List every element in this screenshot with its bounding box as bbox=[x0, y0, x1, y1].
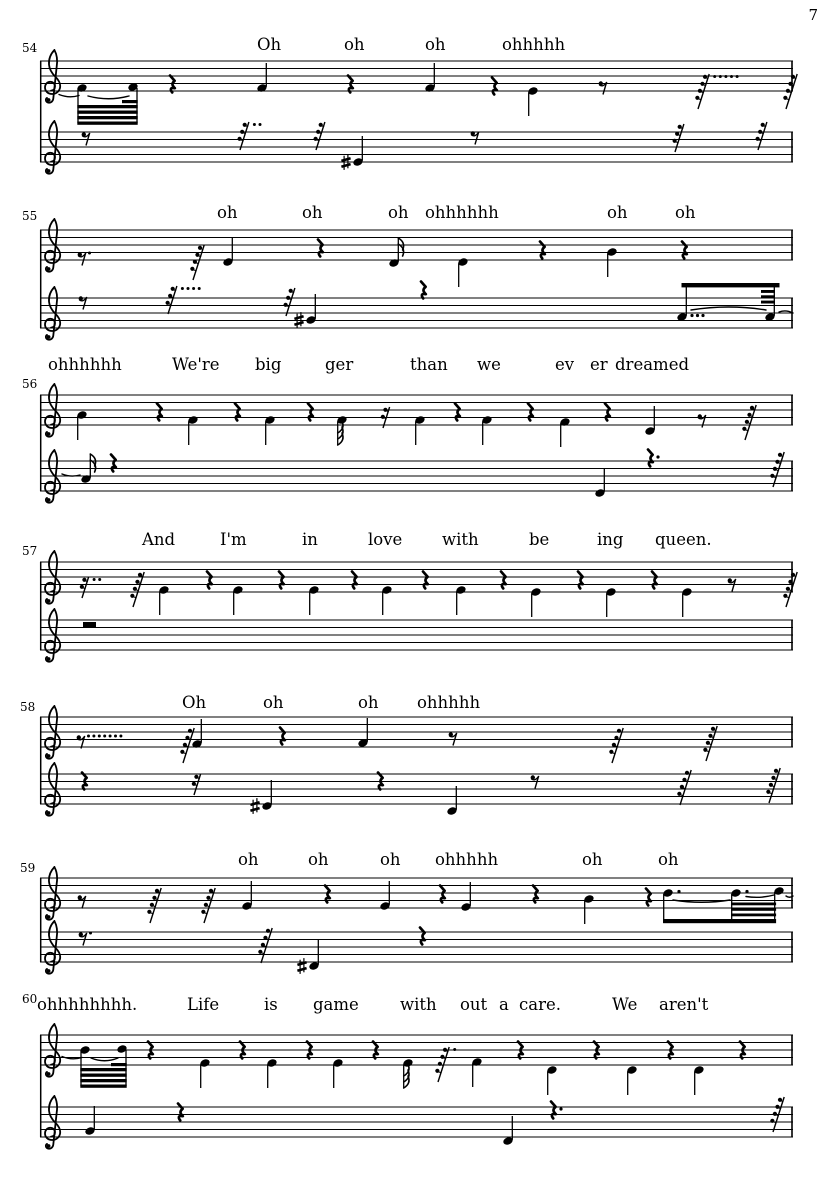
clef-bowl bbox=[45, 219, 60, 263]
beam bbox=[77, 105, 137, 108]
lyric-syllable: care. bbox=[519, 995, 561, 1014]
lyric-syllable: oh bbox=[308, 850, 329, 869]
beam bbox=[77, 111, 137, 114]
augmentation-dot bbox=[696, 314, 699, 317]
clef-dot bbox=[47, 915, 51, 919]
system-measure-56 bbox=[22, 355, 793, 503]
tie bbox=[59, 95, 79, 97]
quarter-note bbox=[583, 894, 594, 924]
beam bbox=[77, 122, 137, 125]
quarter-note bbox=[264, 415, 275, 445]
eighth-rest bbox=[79, 932, 92, 946]
measure-number: 56 bbox=[22, 377, 38, 391]
staff bbox=[40, 706, 793, 763]
quarter-note bbox=[381, 585, 392, 615]
clef-dot bbox=[47, 1072, 51, 1076]
staff bbox=[40, 219, 793, 287]
lyric-syllable: is bbox=[264, 995, 278, 1014]
lyric-syllable: oh bbox=[388, 203, 409, 222]
augmentation-dot bbox=[690, 314, 693, 317]
clef-bowl bbox=[45, 287, 60, 331]
system-measure-60 bbox=[22, 992, 793, 1149]
quarter-rest bbox=[207, 572, 212, 589]
augmentation-dot bbox=[736, 75, 739, 78]
lyric-syllable: oh bbox=[380, 850, 401, 869]
lyric-syllable: ohhhhhhhh. bbox=[37, 995, 138, 1014]
beam-stub bbox=[731, 914, 776, 917]
quarter-rest bbox=[652, 572, 657, 589]
clef-dot bbox=[47, 599, 51, 603]
lyric-syllable: love bbox=[368, 530, 403, 549]
augmentation-dot bbox=[181, 287, 184, 290]
augmentation-dot bbox=[724, 75, 727, 78]
quarter-note bbox=[158, 585, 169, 615]
sharp-quarter-note bbox=[297, 940, 319, 974]
system-measure-57 bbox=[22, 530, 797, 662]
staff bbox=[40, 50, 797, 125]
quarter-rest bbox=[492, 78, 497, 95]
tie bbox=[786, 896, 793, 897]
quarter-rest bbox=[540, 242, 545, 259]
quarter-rest bbox=[318, 240, 323, 257]
sharp-icon bbox=[294, 322, 303, 325]
augmentation-dot bbox=[93, 578, 96, 581]
flagged-note bbox=[402, 1058, 413, 1088]
beam-stub bbox=[731, 903, 776, 906]
quarter-note bbox=[502, 1116, 513, 1146]
multiflag-rest bbox=[192, 774, 201, 795]
augmentation-dot bbox=[103, 735, 106, 738]
staff bbox=[40, 609, 793, 662]
staff bbox=[40, 551, 797, 617]
lyric-syllable: dreamed bbox=[615, 355, 690, 374]
augmentation-dot bbox=[114, 735, 117, 738]
quarter-rest bbox=[551, 1102, 556, 1119]
tie bbox=[691, 307, 766, 310]
tie bbox=[88, 96, 129, 99]
quarter-note bbox=[527, 86, 538, 116]
lyric-syllable: Life bbox=[187, 995, 220, 1014]
quarter-note bbox=[546, 1065, 557, 1095]
eighth-rest bbox=[471, 131, 479, 144]
lyric-syllable: oh bbox=[263, 693, 284, 712]
lyric-syllable: We're bbox=[172, 355, 220, 374]
lyric-syllable: oh bbox=[607, 203, 628, 222]
clef-bowl bbox=[45, 706, 60, 750]
sharp-icon bbox=[341, 158, 350, 161]
multiflag-rest bbox=[756, 122, 767, 150]
lyric-syllable: oh bbox=[302, 203, 323, 222]
measure-number: 60 bbox=[22, 992, 38, 1006]
measure-number: 55 bbox=[22, 209, 38, 223]
quarter-note bbox=[332, 1058, 343, 1088]
lyric-syllable: ohhhhh bbox=[502, 35, 566, 54]
clef-dot bbox=[47, 498, 51, 502]
lyric-syllable: oh bbox=[358, 693, 379, 712]
quarter-note bbox=[199, 1058, 210, 1088]
staff bbox=[40, 763, 793, 816]
lyric-syllable: with bbox=[442, 530, 479, 549]
augmentation-dot bbox=[187, 287, 190, 290]
system-measure-59 bbox=[20, 850, 793, 974]
beam bbox=[80, 1068, 126, 1071]
quarter-note bbox=[446, 786, 457, 816]
lyric-syllable: oh bbox=[425, 35, 446, 54]
quarter-rest bbox=[646, 889, 651, 906]
quarter-note bbox=[187, 415, 198, 445]
quarter-note bbox=[266, 1058, 277, 1088]
quarter-note bbox=[605, 587, 616, 617]
multiflag-rest bbox=[238, 122, 262, 150]
staff bbox=[40, 121, 793, 174]
augmentation-dot bbox=[198, 287, 201, 290]
multiflag-rest bbox=[166, 286, 201, 314]
staff bbox=[40, 282, 793, 340]
augmentation-dot bbox=[701, 314, 704, 317]
eighth-rest bbox=[78, 252, 91, 266]
clef-bowl bbox=[45, 121, 60, 165]
multiflag-rest bbox=[314, 122, 325, 150]
staff bbox=[40, 384, 793, 447]
clef-dot bbox=[47, 811, 51, 815]
augmentation-dot bbox=[98, 578, 101, 581]
sharp-icon bbox=[294, 316, 303, 319]
quarter-note bbox=[308, 585, 319, 615]
lyric-syllable: I'm bbox=[220, 530, 247, 549]
quarter-rest bbox=[501, 572, 506, 589]
tie bbox=[91, 1058, 118, 1061]
multiflag-rest bbox=[80, 577, 101, 598]
system-measure-55 bbox=[22, 203, 793, 340]
clef-bowl bbox=[45, 551, 60, 595]
augmentation-dot bbox=[259, 123, 262, 126]
beam-stub bbox=[111, 1063, 127, 1066]
quarter-rest bbox=[421, 282, 426, 299]
multiflag-rest bbox=[673, 124, 684, 152]
augmentation-dot bbox=[713, 75, 716, 78]
sharp-quarter-note bbox=[294, 294, 316, 328]
eighth-rest bbox=[77, 735, 123, 749]
multiflag-rest bbox=[770, 452, 784, 487]
multiflag-rest bbox=[190, 245, 204, 280]
quarter-rest bbox=[533, 886, 538, 903]
augmentation-dot bbox=[730, 75, 733, 78]
clef-bowl bbox=[45, 384, 60, 428]
measure-number: 59 bbox=[20, 861, 36, 875]
staff bbox=[40, 921, 793, 974]
measure-number: 57 bbox=[22, 544, 38, 558]
lyric-syllable: And bbox=[142, 530, 176, 549]
quarter-rest bbox=[682, 242, 687, 259]
sharp-quarter-note bbox=[341, 136, 363, 170]
system-measure-54 bbox=[22, 35, 797, 174]
lyric-syllable: ohhhhh bbox=[417, 693, 481, 712]
augmentation-dot bbox=[119, 735, 122, 738]
beam-stub bbox=[761, 301, 775, 304]
clef-dot bbox=[47, 169, 51, 173]
measure-number: 54 bbox=[22, 41, 38, 55]
lyric-syllable: game bbox=[313, 995, 359, 1014]
quarter-rest bbox=[420, 928, 425, 945]
whole-rest bbox=[83, 622, 96, 627]
lyric-syllable: ohhhhh bbox=[435, 850, 499, 869]
eighth-rest bbox=[599, 81, 607, 94]
tie bbox=[746, 895, 774, 897]
lyric-syllable: ev bbox=[555, 355, 575, 374]
quarter-note bbox=[626, 1065, 637, 1095]
augmentation-dot bbox=[89, 932, 92, 935]
eighth-rest bbox=[82, 132, 90, 145]
lyric-syllable: than bbox=[410, 355, 448, 374]
clef-dot bbox=[47, 98, 51, 102]
augmentation-dot bbox=[253, 123, 256, 126]
multiflag-rest bbox=[703, 726, 717, 761]
staff bbox=[40, 1024, 793, 1095]
quarter-note bbox=[424, 63, 435, 93]
clef-dot bbox=[47, 432, 51, 436]
sharp-icon bbox=[341, 164, 350, 167]
lyric-syllable: queen. bbox=[655, 530, 712, 549]
lyric-syllable: with bbox=[400, 995, 437, 1014]
measure-number: 58 bbox=[20, 700, 36, 714]
clef-bowl bbox=[45, 1096, 60, 1140]
multiflag-rest bbox=[609, 728, 623, 763]
lyric-syllable: oh bbox=[217, 203, 238, 222]
augmentation-dot bbox=[109, 735, 112, 738]
quarter-note bbox=[681, 587, 692, 617]
lyric-syllable: ohhhhhh bbox=[425, 203, 499, 222]
eighth-rest bbox=[79, 296, 87, 309]
augmentation-dot bbox=[88, 252, 91, 255]
quarter-note bbox=[460, 882, 471, 912]
lyric-syllable: in bbox=[302, 530, 318, 549]
augmentation-dot bbox=[98, 735, 101, 738]
quarter-note bbox=[455, 585, 466, 615]
lyric-syllable: We bbox=[612, 995, 638, 1014]
quarter-rest bbox=[648, 450, 653, 467]
quarter-note bbox=[471, 1057, 482, 1087]
quarter-rest bbox=[440, 886, 445, 903]
staff bbox=[40, 1096, 793, 1149]
sharp-icon bbox=[297, 962, 306, 965]
quarter-rest bbox=[423, 572, 428, 589]
quarter-rest bbox=[352, 572, 357, 589]
augmentation-dot bbox=[192, 287, 195, 290]
clef-dot bbox=[47, 969, 51, 973]
beam bbox=[77, 116, 137, 119]
lyric-syllable: we bbox=[477, 355, 501, 374]
lyric-syllable: er bbox=[590, 355, 608, 374]
lyric-syllable: oh bbox=[675, 203, 696, 222]
beamed-tied-group bbox=[676, 283, 793, 322]
beam-stub bbox=[731, 908, 776, 911]
clef-bowl bbox=[45, 763, 60, 807]
clef-dot bbox=[47, 657, 51, 661]
augmentation-dot bbox=[719, 75, 722, 78]
quarter-note bbox=[606, 247, 617, 277]
staff bbox=[40, 867, 793, 924]
clef-dot bbox=[47, 335, 51, 339]
clef-dot bbox=[47, 267, 51, 271]
quarter-rest bbox=[279, 572, 284, 589]
lyric-syllable: big bbox=[255, 355, 282, 374]
clef-dot bbox=[47, 1144, 51, 1148]
eighth-rest bbox=[78, 895, 86, 908]
lyric-syllable: ing bbox=[597, 530, 624, 549]
lyric-syllable: oh bbox=[582, 850, 603, 869]
beam-stub bbox=[761, 295, 775, 298]
lyric-syllable: oh bbox=[238, 850, 259, 869]
beam bbox=[80, 1085, 126, 1088]
multiflag-rest bbox=[284, 288, 295, 316]
sharp-icon bbox=[297, 968, 306, 971]
multiflag-rest bbox=[677, 770, 691, 805]
lyric-syllable: oh bbox=[344, 35, 365, 54]
lyric-syllable: be bbox=[529, 530, 550, 549]
beam-stub bbox=[761, 290, 775, 293]
lyric-syllable: Oh bbox=[182, 693, 207, 712]
quarter-rest bbox=[280, 728, 285, 745]
lyric-syllable: out bbox=[460, 995, 488, 1014]
beamed-tied-group bbox=[662, 886, 793, 923]
beam bbox=[80, 1074, 126, 1077]
quarter-note bbox=[559, 417, 570, 447]
clef-bowl bbox=[45, 1024, 60, 1068]
quarter-note bbox=[530, 587, 541, 617]
quarter-rest bbox=[325, 886, 330, 903]
lyric-syllable: ohhhhhh bbox=[48, 355, 122, 374]
quarter-note bbox=[232, 585, 243, 615]
flagged-note bbox=[336, 415, 347, 445]
system-measure-58 bbox=[20, 693, 793, 816]
quarter-rest bbox=[578, 572, 583, 589]
augmentation-dot bbox=[92, 735, 95, 738]
beamed-tied-group bbox=[62, 1044, 128, 1088]
quarter-note bbox=[414, 415, 425, 445]
beam bbox=[682, 283, 780, 287]
augmentation-dot bbox=[559, 1107, 562, 1110]
lyric-syllable: aren't bbox=[659, 995, 709, 1014]
beam bbox=[80, 1079, 126, 1082]
multiflag-rest bbox=[766, 768, 780, 803]
quarter-note bbox=[357, 718, 368, 748]
clef-bowl bbox=[45, 450, 60, 494]
quarter-note bbox=[457, 257, 468, 287]
clef-bowl bbox=[45, 867, 60, 911]
staff bbox=[40, 450, 793, 503]
quarter-note bbox=[84, 1106, 95, 1136]
beam bbox=[663, 919, 776, 923]
quarter-note bbox=[256, 63, 267, 93]
augmentation-dot bbox=[87, 735, 90, 738]
beamed-tied-group bbox=[59, 82, 139, 125]
quarter-note bbox=[693, 1065, 704, 1095]
augmentation-dot bbox=[745, 890, 748, 893]
quarter-rest bbox=[178, 1104, 183, 1121]
lyric-syllable: oh bbox=[658, 850, 679, 869]
augmentation-dot bbox=[656, 455, 659, 458]
clef-dot bbox=[47, 754, 51, 758]
sharp-icon bbox=[250, 808, 259, 811]
clef-bowl bbox=[45, 609, 60, 653]
beam-stub bbox=[122, 100, 138, 103]
augmentation-dot bbox=[677, 890, 680, 893]
multiflag-rest bbox=[180, 728, 194, 763]
eighth-rest bbox=[449, 732, 457, 745]
lyric-syllable: a bbox=[499, 995, 509, 1014]
multiflag-rest bbox=[258, 928, 272, 963]
page-number: 7 bbox=[808, 6, 818, 24]
quarter-note bbox=[481, 415, 492, 445]
clef-bowl bbox=[45, 921, 60, 965]
lyric-syllable: Oh bbox=[257, 35, 282, 54]
lyric-syllable: ger bbox=[325, 355, 354, 374]
clef-bowl bbox=[45, 50, 60, 94]
augmentation-dot bbox=[453, 1048, 456, 1051]
